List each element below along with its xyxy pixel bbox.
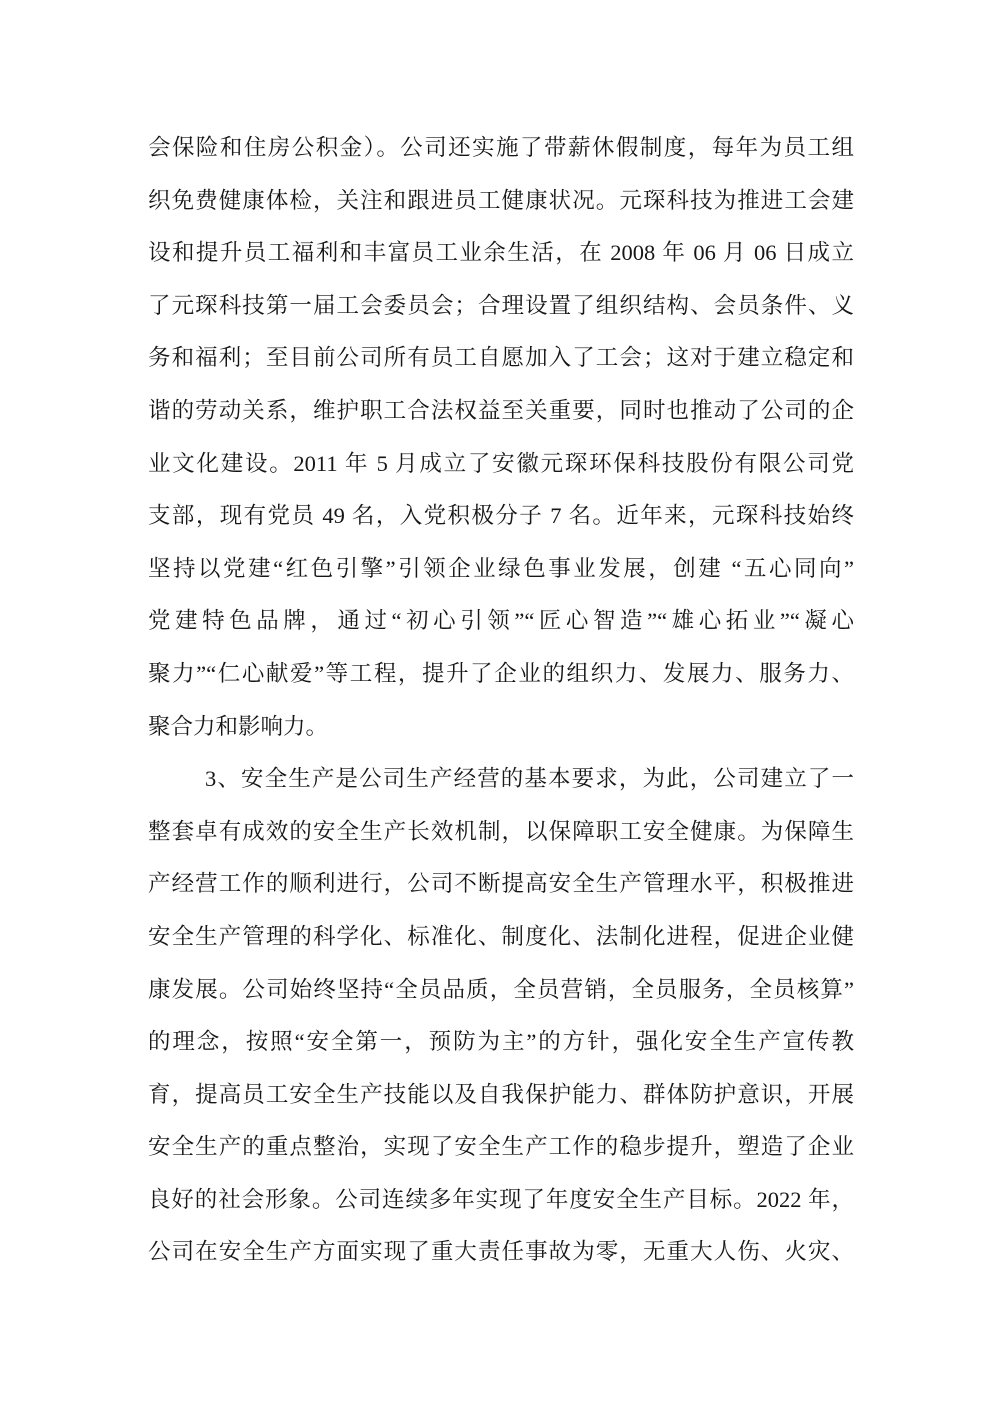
- text-line: 的理念，按照“安全第一，预防为主”的方针，强化安全生产宣传教: [148, 1029, 854, 1055]
- text-line: 了元琛科技第一届工会委员会；合理设置了组织结构、会员条件、义: [148, 292, 854, 318]
- text-line: 会保险和住房公积金）。公司还实施了带薪休假制度，每年为员工组: [148, 135, 854, 160]
- text-line: 坚持以党建“红色引擎”引领企业绿色事业发展，创建 “五心同向”: [148, 555, 854, 581]
- text-line: 公司在安全生产方面实现了重大责任事故为零，无重大人伤、火灾、: [148, 1239, 854, 1265]
- text-line: 谐的劳动关系，维护职工合法权益至关重要，同时也推动了公司的企: [148, 397, 854, 423]
- document-body: [148, 122, 854, 1279]
- text-line: 3、安全生产是公司生产经营的基本要求，为此，公司建立了一: [205, 766, 854, 792]
- text-line: 整套卓有成效的安全生产长效机制，以保障职工安全健康。为保障生: [148, 818, 854, 844]
- text-line: 织免费健康体检，关注和跟进员工健康状况。元琛科技为推进工会建: [148, 187, 854, 213]
- text-line: 党建特色品牌，通过“初心引领”“匠心智造”“雄心拓业”“凝心: [148, 608, 854, 634]
- text-line: 务和福利；至目前公司所有员工自愿加入了工会；这对于建立稳定和: [148, 345, 854, 371]
- text-line: 设和提升员工福利和丰富员工业余生活，在 2008 年 06 月 06 日成立: [148, 240, 854, 266]
- text-line: 产经营工作的顺利进行，公司不断提高安全生产管理水平，积极推进: [148, 871, 854, 897]
- text-line: 聚力”“仁心献爱”等工程，提升了企业的组织力、发展力、服务力、: [148, 660, 854, 686]
- text-line: 业文化建设。2011 年 5 月成立了安徽元琛环保科技股份有限公司党: [148, 450, 854, 476]
- text-line: 支部，现有党员 49 名，入党积极分子 7 名。近年来，元琛科技始终: [148, 503, 854, 529]
- text-line: 育，提高员工安全生产技能以及自我保护能力、群体防护意识，开展: [148, 1081, 854, 1107]
- text-line: 康发展。公司始终坚持“全员品质，全员营销，全员服务，全员核算”: [148, 976, 854, 1002]
- text-line: 安全生产管理的科学化、标准化、制度化、法制化进程，促进企业健: [148, 923, 854, 949]
- text-line: 安全生产的重点整治，实现了安全生产工作的稳步提升，塑造了企业: [148, 1134, 854, 1160]
- text-line: 良好的社会形象。公司连续多年实现了年度安全生产目标。2022 年，: [148, 1186, 854, 1212]
- text-line: 聚合力和影响力。: [148, 713, 329, 739]
